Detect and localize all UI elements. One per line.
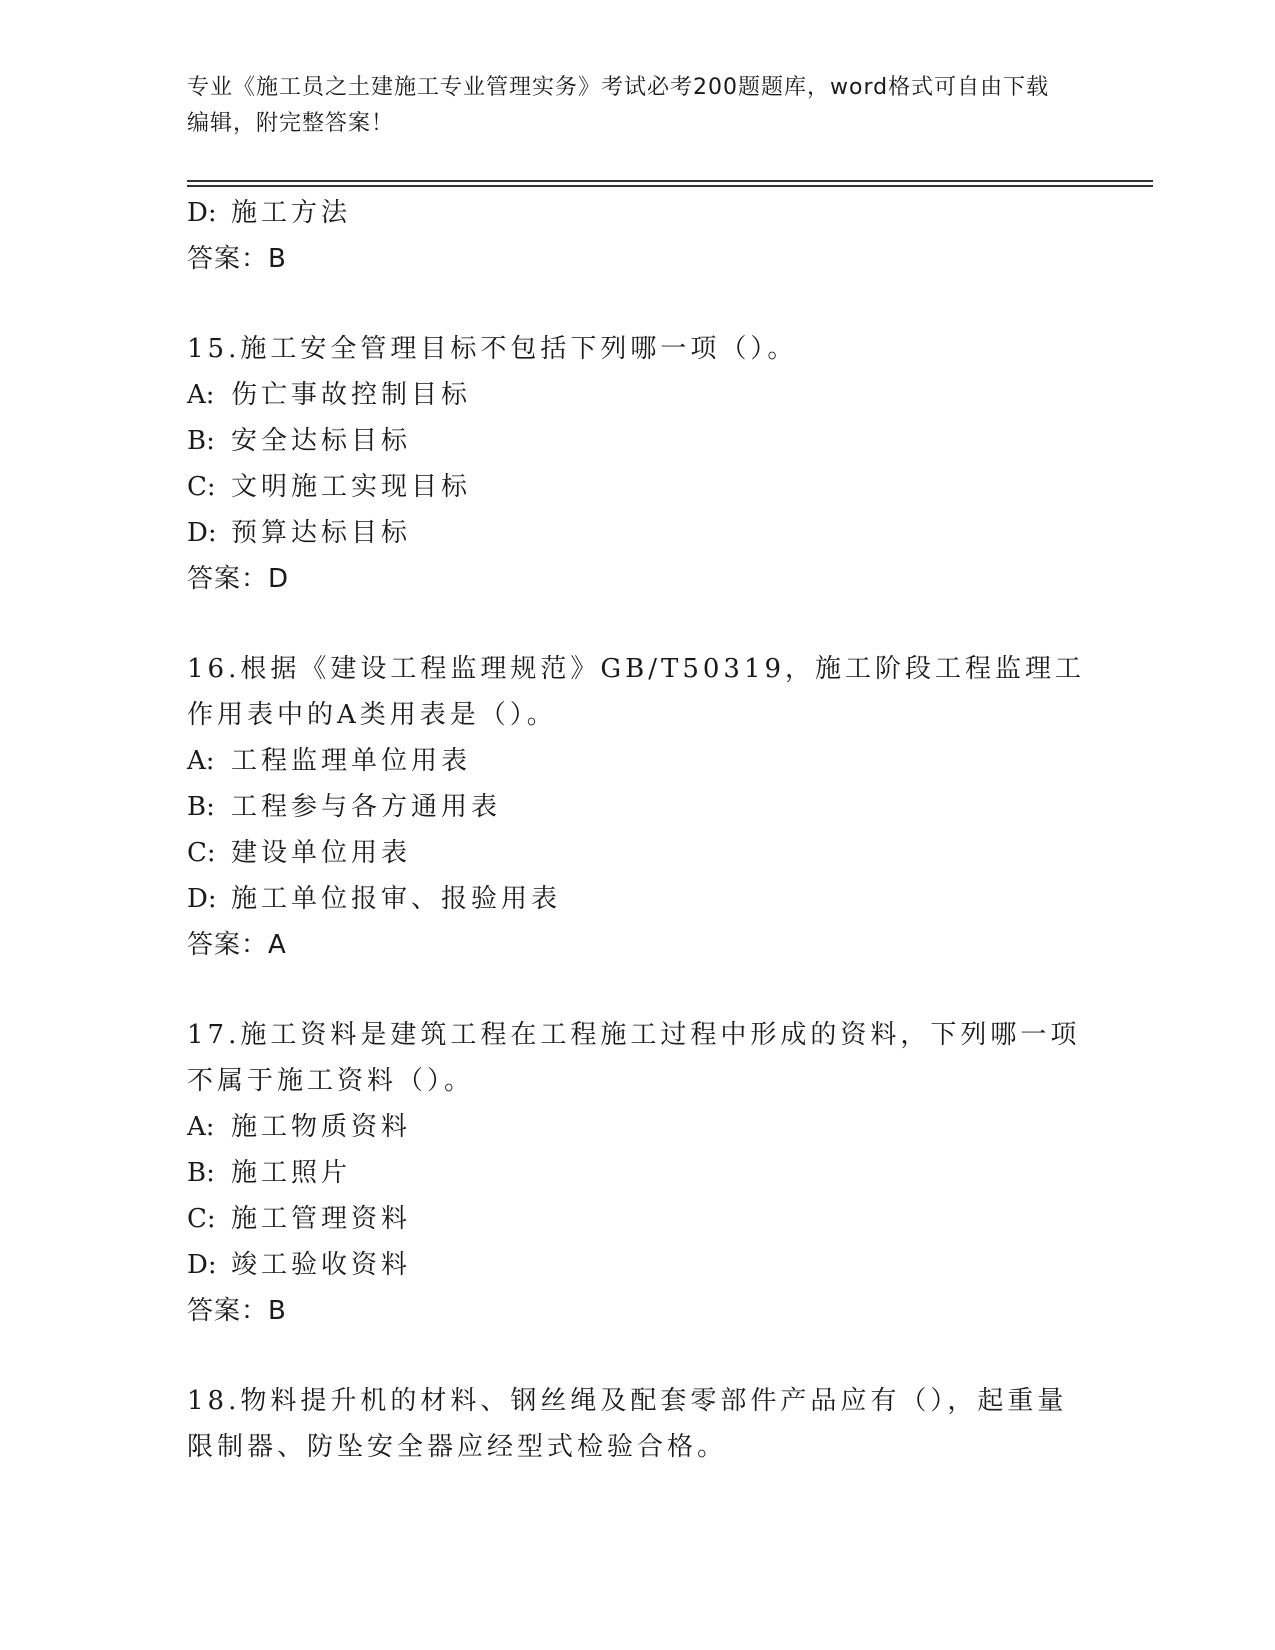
option-text: 竣工验收资料 <box>231 1250 412 1280</box>
option-d <box>187 876 1087 922</box>
option-letter: C: <box>187 838 216 868</box>
header-rule-bottom <box>187 185 1153 187</box>
option-a <box>187 738 1087 784</box>
answer-line: 答案：B <box>187 244 287 274</box>
header-rule-top <box>187 180 1153 182</box>
option-text: 工程参与各方通用表 <box>231 792 502 822</box>
option-d <box>187 510 1087 556</box>
option-letter: A: <box>187 380 215 410</box>
option-c <box>187 830 1087 876</box>
option-d <box>187 1242 1087 1288</box>
option-letter: D: <box>187 198 217 228</box>
answer-line: 答案：D <box>187 564 290 594</box>
option-letter: B: <box>187 792 215 822</box>
document-header: 专业《施工员之土建施工专业管理实务》考试必考200题题库，word格式可自由下载编辑，附完整答案！ <box>187 75 1050 136</box>
option-letter: C: <box>187 472 216 502</box>
option-text: 文明施工实现目标 <box>231 472 472 502</box>
option-b <box>187 418 1087 464</box>
option-d <box>187 190 1087 236</box>
option-letter: A: <box>187 1112 215 1142</box>
option-text: 预算达标目标 <box>231 518 412 548</box>
option-letter: B: <box>187 426 215 456</box>
option-text: 施工照片 <box>231 1158 352 1188</box>
question-stem: 18.物料提升机的材料、钢丝绳及配套零部件产品应有（），起重量限制器、防坠安全器应经型式检验合格。 <box>187 1386 1068 1462</box>
option-letter: A: <box>187 746 215 776</box>
option-text: 建设单位用表 <box>231 838 412 868</box>
question-stem: 15.施工安全管理目标不包括下列哪一项（）。 <box>187 334 798 364</box>
question-stem: 17.施工资料是建筑工程在工程施工过程中形成的资料，下列哪一项不属于施工资料（）。 <box>187 1020 1081 1096</box>
option-letter: B: <box>187 1158 215 1188</box>
option-text: 施工物质资料 <box>231 1112 412 1142</box>
document-body <box>187 190 1087 1470</box>
option-text: 安全达标目标 <box>231 426 412 456</box>
option-letter: D: <box>187 518 217 548</box>
option-c <box>187 1196 1087 1242</box>
option-c <box>187 464 1087 510</box>
option-b <box>187 1150 1087 1196</box>
option-text: 施工管理资料 <box>231 1204 412 1234</box>
option-b <box>187 784 1087 830</box>
option-text: 施工方法 <box>231 198 352 228</box>
option-letter: D: <box>187 1250 217 1280</box>
option-a <box>187 1104 1087 1150</box>
answer-line: 答案：B <box>187 1296 287 1326</box>
option-text: 伤亡事故控制目标 <box>231 380 472 410</box>
option-letter: C: <box>187 1204 216 1234</box>
option-a <box>187 372 1087 418</box>
option-text: 施工单位报审、报验用表 <box>231 884 562 914</box>
option-letter: D: <box>187 884 217 914</box>
option-text: 工程监理单位用表 <box>231 746 472 776</box>
question-stem: 16.根据《建设工程监理规范》GB/T50319，施工阶段工程监理工作用表中的A类用表是（）。 <box>187 654 1086 730</box>
answer-line: 答案：A <box>187 930 287 960</box>
